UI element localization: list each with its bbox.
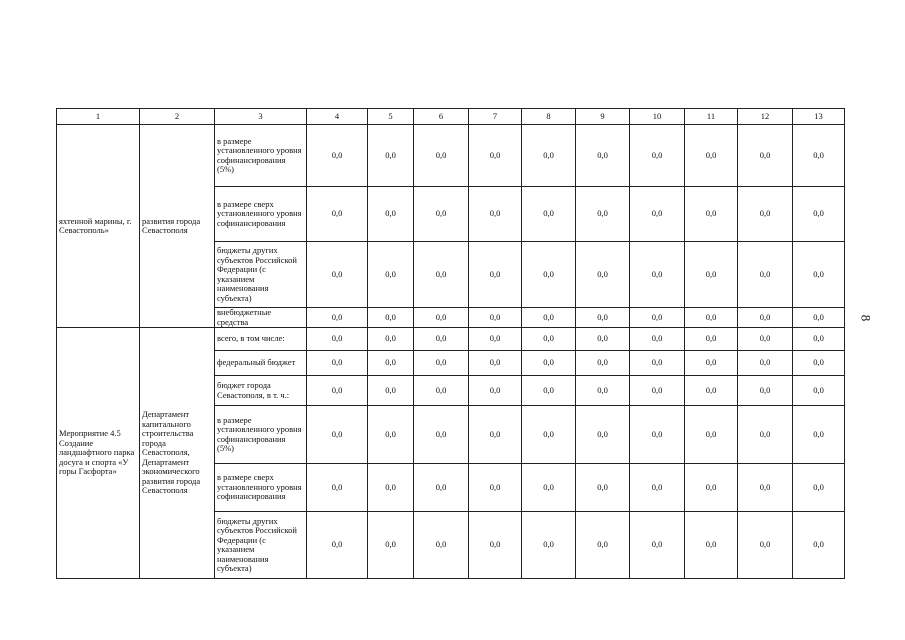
- value-cell: 0,0: [738, 376, 793, 406]
- value-cell: 0,0: [414, 406, 469, 464]
- value-cell: 0,0: [368, 512, 414, 579]
- value-cell: 0,0: [469, 351, 522, 376]
- value-cell: 0,0: [307, 464, 368, 512]
- col-header-5: 5: [368, 109, 414, 125]
- value-cell: 0,0: [685, 242, 738, 308]
- value-cell: 0,0: [793, 125, 845, 187]
- value-cell: 0,0: [522, 328, 576, 351]
- value-cell: 0,0: [576, 187, 630, 242]
- funding-source-label: в размере установленного уровня софинансирования (5%): [215, 125, 307, 187]
- executor-cell: развития города Севастополя: [140, 125, 215, 328]
- value-cell: 0,0: [522, 125, 576, 187]
- measure-name-cell: яхтенной марины, г. Севастополь»: [57, 125, 140, 328]
- value-cell: 0,0: [793, 376, 845, 406]
- value-cell: 0,0: [307, 512, 368, 579]
- value-cell: 0,0: [522, 351, 576, 376]
- value-cell: 0,0: [469, 242, 522, 308]
- col-header-7: 7: [469, 109, 522, 125]
- value-cell: 0,0: [738, 406, 793, 464]
- value-cell: 0,0: [576, 125, 630, 187]
- col-header-9: 9: [576, 109, 630, 125]
- value-cell: 0,0: [793, 512, 845, 579]
- value-cell: 0,0: [307, 242, 368, 308]
- value-cell: 0,0: [414, 187, 469, 242]
- funding-source-label: в размере установленного уровня софинансирования (5%): [215, 406, 307, 464]
- value-cell: 0,0: [368, 242, 414, 308]
- value-cell: 0,0: [738, 308, 793, 328]
- value-cell: 0,0: [368, 351, 414, 376]
- table-row: [57, 328, 845, 351]
- value-cell: 0,0: [522, 242, 576, 308]
- value-cell: 0,0: [630, 328, 685, 351]
- value-cell: 0,0: [738, 242, 793, 308]
- value-cell: 0,0: [685, 406, 738, 464]
- value-cell: 0,0: [307, 351, 368, 376]
- value-cell: 0,0: [307, 376, 368, 406]
- value-cell: 0,0: [368, 464, 414, 512]
- value-cell: 0,0: [469, 376, 522, 406]
- value-cell: 0,0: [738, 328, 793, 351]
- value-cell: 0,0: [414, 242, 469, 308]
- value-cell: 0,0: [630, 187, 685, 242]
- value-cell: 0,0: [630, 376, 685, 406]
- value-cell: 0,0: [630, 406, 685, 464]
- measure-name-cell: Мероприятие 4.5 Создание ландшафтного парка досуга и спорта «У горы Гасфорта»: [57, 328, 140, 579]
- value-cell: 0,0: [522, 308, 576, 328]
- value-cell: 0,0: [522, 187, 576, 242]
- financing-table: [56, 108, 845, 579]
- value-cell: 0,0: [685, 376, 738, 406]
- value-cell: 0,0: [630, 464, 685, 512]
- value-cell: 0,0: [576, 376, 630, 406]
- value-cell: 0,0: [522, 376, 576, 406]
- col-header-2: 2: [140, 109, 215, 125]
- value-cell: 0,0: [576, 242, 630, 308]
- value-cell: 0,0: [576, 328, 630, 351]
- value-cell: 0,0: [793, 406, 845, 464]
- value-cell: 0,0: [368, 125, 414, 187]
- value-cell: 0,0: [793, 328, 845, 351]
- value-cell: 0,0: [414, 308, 469, 328]
- table-row: [57, 125, 845, 187]
- value-cell: 0,0: [685, 125, 738, 187]
- value-cell: 0,0: [469, 125, 522, 187]
- funding-source-label: внебюджетные средства: [215, 308, 307, 328]
- value-cell: 0,0: [738, 351, 793, 376]
- value-cell: 0,0: [685, 351, 738, 376]
- value-cell: 0,0: [685, 328, 738, 351]
- value-cell: 0,0: [414, 351, 469, 376]
- value-cell: 0,0: [793, 187, 845, 242]
- value-cell: 0,0: [307, 308, 368, 328]
- value-cell: 0,0: [368, 406, 414, 464]
- value-cell: 0,0: [685, 187, 738, 242]
- value-cell: 0,0: [307, 125, 368, 187]
- value-cell: 0,0: [522, 406, 576, 464]
- col-header-8: 8: [522, 109, 576, 125]
- value-cell: 0,0: [685, 464, 738, 512]
- value-cell: 0,0: [414, 376, 469, 406]
- value-cell: 0,0: [793, 308, 845, 328]
- col-header-12: 12: [738, 109, 793, 125]
- value-cell: 0,0: [469, 328, 522, 351]
- value-cell: 0,0: [576, 464, 630, 512]
- value-cell: 0,0: [469, 512, 522, 579]
- funding-source-label: в размере сверх установленного уровня софинансирования: [215, 464, 307, 512]
- page-number: 8: [858, 314, 874, 322]
- value-cell: 0,0: [368, 308, 414, 328]
- value-cell: 0,0: [469, 308, 522, 328]
- value-cell: 0,0: [469, 464, 522, 512]
- funding-source-label: бюджет города Севастополя, в т. ч.:: [215, 376, 307, 406]
- value-cell: 0,0: [738, 125, 793, 187]
- value-cell: 0,0: [469, 187, 522, 242]
- col-header-1: 1: [57, 109, 140, 125]
- value-cell: 0,0: [307, 406, 368, 464]
- col-header-4: 4: [307, 109, 368, 125]
- funding-source-label: бюджеты других субъектов Российской Федерации (с указанием наименования субъекта): [215, 242, 307, 308]
- value-cell: 0,0: [307, 328, 368, 351]
- value-cell: 0,0: [414, 464, 469, 512]
- value-cell: 0,0: [307, 187, 368, 242]
- value-cell: 0,0: [414, 328, 469, 351]
- value-cell: 0,0: [576, 406, 630, 464]
- funding-source-label: бюджеты других субъектов Российской Федерации (с указанием наименования субъекта): [215, 512, 307, 579]
- value-cell: 0,0: [630, 351, 685, 376]
- executor-cell: Департамент капитального строительства города Севастополя, Департамент экономического развития города Севастополя: [140, 328, 215, 579]
- value-cell: 0,0: [414, 125, 469, 187]
- value-cell: 0,0: [685, 308, 738, 328]
- value-cell: 0,0: [522, 512, 576, 579]
- value-cell: 0,0: [738, 464, 793, 512]
- col-header-13: 13: [793, 109, 845, 125]
- value-cell: 0,0: [368, 328, 414, 351]
- column-number-row: [57, 109, 845, 125]
- col-header-6: 6: [414, 109, 469, 125]
- funding-source-label: федеральный бюджет: [215, 351, 307, 376]
- value-cell: 0,0: [630, 512, 685, 579]
- funding-source-label: в размере сверх установленного уровня софинансирования: [215, 187, 307, 242]
- value-cell: 0,0: [793, 351, 845, 376]
- funding-source-label: всего, в том числе:: [215, 328, 307, 351]
- value-cell: 0,0: [793, 242, 845, 308]
- value-cell: 0,0: [576, 512, 630, 579]
- value-cell: 0,0: [738, 512, 793, 579]
- value-cell: 0,0: [576, 308, 630, 328]
- value-cell: 0,0: [522, 464, 576, 512]
- value-cell: 0,0: [368, 187, 414, 242]
- value-cell: 0,0: [630, 308, 685, 328]
- value-cell: 0,0: [630, 125, 685, 187]
- value-cell: 0,0: [630, 242, 685, 308]
- col-header-10: 10: [630, 109, 685, 125]
- value-cell: 0,0: [469, 406, 522, 464]
- value-cell: 0,0: [685, 512, 738, 579]
- col-header-3: 3: [215, 109, 307, 125]
- value-cell: 0,0: [576, 351, 630, 376]
- value-cell: 0,0: [793, 464, 845, 512]
- value-cell: 0,0: [738, 187, 793, 242]
- value-cell: 0,0: [368, 376, 414, 406]
- value-cell: 0,0: [414, 512, 469, 579]
- col-header-11: 11: [685, 109, 738, 125]
